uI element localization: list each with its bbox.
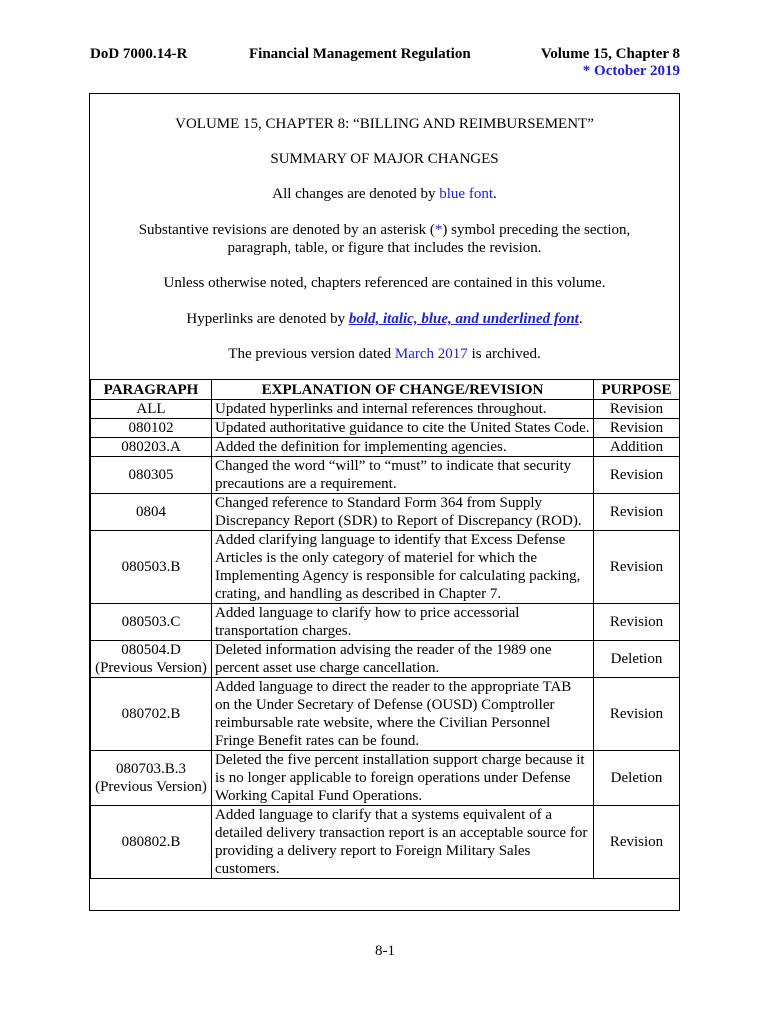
row-explanation: Added language to direct the reader to the appropriate TAB on the Under Secretary of Defense (OUSD) Comptroller reimbursable rate website, where the Civilian Personnel Fringe Benefit rates can be found. (212, 678, 594, 751)
header-explanation: EXPLANATION OF CHANGE/REVISION (212, 380, 594, 400)
hyperlink-note-text: Hyperlinks are denoted by (186, 311, 349, 327)
table-row (91, 604, 680, 641)
row-purpose: Revision (594, 678, 680, 751)
changes-note-end: . (493, 186, 497, 202)
row-explanation: Updated hyperlinks and internal references throughout. (212, 400, 594, 419)
row-paragraph: 080702.B (91, 678, 212, 751)
summary-heading: VOLUME 15, CHAPTER 8: “BILLING AND REIMBURSEMENT” (175, 116, 594, 132)
header-paragraph: PARAGRAPH (91, 380, 212, 400)
archive-note-text: The previous version dated (228, 346, 395, 362)
table-row (91, 438, 680, 457)
archive-note-end: is archived. (467, 346, 541, 362)
row-purpose: Revision (594, 531, 680, 604)
header-purpose: PURPOSE (594, 380, 680, 400)
hyperlink-note-end: . (578, 311, 583, 327)
substantive-note-text-2: ) symbol preceding the section, (442, 222, 631, 238)
substantive-note (90, 221, 679, 257)
row-purpose: Revision (594, 604, 680, 641)
row-purpose: Revision (594, 419, 680, 438)
table-row (91, 678, 680, 751)
substantive-note-text: Substantive revisions are denoted by an asterisk ( (138, 222, 435, 238)
archive-note (90, 345, 679, 363)
row-purpose: Deletion (594, 641, 680, 678)
row-explanation: Deleted information advising the reader of the 1989 one percent asset use charge cancellation. (212, 641, 594, 678)
table-row (91, 641, 680, 678)
row-explanation: Added language to clarify that a systems equivalent of a detailed delivery transaction report is an acceptable source for providing a delivery report to Foreign Military Sales customers. (212, 806, 594, 879)
changes-table (90, 379, 680, 879)
row-purpose: Addition (594, 438, 680, 457)
header-doc-id: DoD 7000.14-R (90, 46, 188, 62)
chapters-note: Unless otherwise noted, chapters referenced are contained in this volume. (163, 275, 606, 291)
row-explanation: Added language to clarify how to price accessorial transportation charges. (212, 604, 594, 641)
substantive-note-line2: paragraph, table, or figure that includes the revision. (227, 240, 542, 256)
row-explanation: Added clarifying language to identify that Excess Defense Articles is the only category of materiel for which the Implementing Agency is responsible for calculating packing, crating, and handling as described in Chapter 7. (212, 531, 594, 604)
row-explanation: Changed the word “will” to “must” to indicate that security precautions are a requirement. (212, 457, 594, 494)
table-header-row (91, 380, 680, 400)
blue-font-sample: blue font (439, 186, 494, 202)
summary-box (89, 93, 680, 911)
row-purpose: Revision (594, 494, 680, 531)
header-title: Financial Management Regulation (249, 46, 471, 62)
table-row (91, 531, 680, 604)
summary-subheading: SUMMARY OF MAJOR CHANGES (270, 151, 499, 167)
header-date: * October 2019 (582, 63, 680, 79)
row-paragraph: 080503.B (91, 531, 212, 604)
changes-note (90, 185, 679, 203)
row-purpose: Deletion (594, 751, 680, 806)
row-paragraph: 080102 (91, 419, 212, 438)
changes-note-text: All changes are denoted by (272, 186, 440, 202)
table-row (91, 751, 680, 806)
table-row (91, 457, 680, 494)
row-paragraph: 080203.A (91, 438, 212, 457)
row-paragraph: ALL (91, 400, 212, 419)
table-row (91, 400, 680, 419)
row-paragraph: 080703.B.3 (Previous Version) (91, 751, 212, 806)
page-number: 8-1 (375, 943, 395, 959)
row-explanation: Added the definition for implementing agencies. (212, 438, 594, 457)
header-volume-chapter: Volume 15, Chapter 8 (540, 46, 680, 62)
row-paragraph: 080305 (91, 457, 212, 494)
asterisk-symbol: * (434, 222, 443, 238)
row-purpose: Revision (594, 457, 680, 494)
row-explanation: Changed reference to Standard Form 364 from Supply Discrepancy Report (SDR) to Report of Discrepancy (ROD). (212, 494, 594, 531)
row-explanation: Deleted the five percent installation support charge because it is no longer applicable to foreign operations under Defense Working Capital Fund Operations. (212, 751, 594, 806)
hyperlink-note (90, 310, 679, 328)
header-volume-block (541, 46, 680, 80)
row-paragraph: 0804 (91, 494, 212, 531)
row-paragraph: 080802.B (91, 806, 212, 879)
table-row (91, 806, 680, 879)
archive-date: March 2017 (394, 346, 468, 362)
row-explanation: Updated authoritative guidance to cite the United States Code. (212, 419, 594, 438)
row-purpose: Revision (594, 806, 680, 879)
hyperlink-style-sample: bold, italic, blue, and underlined font (348, 311, 579, 327)
row-purpose: Revision (594, 400, 680, 419)
table-row (91, 419, 680, 438)
table-row (91, 494, 680, 531)
row-paragraph: 080504.D (Previous Version) (91, 641, 212, 678)
row-paragraph: 080503.C (91, 604, 212, 641)
